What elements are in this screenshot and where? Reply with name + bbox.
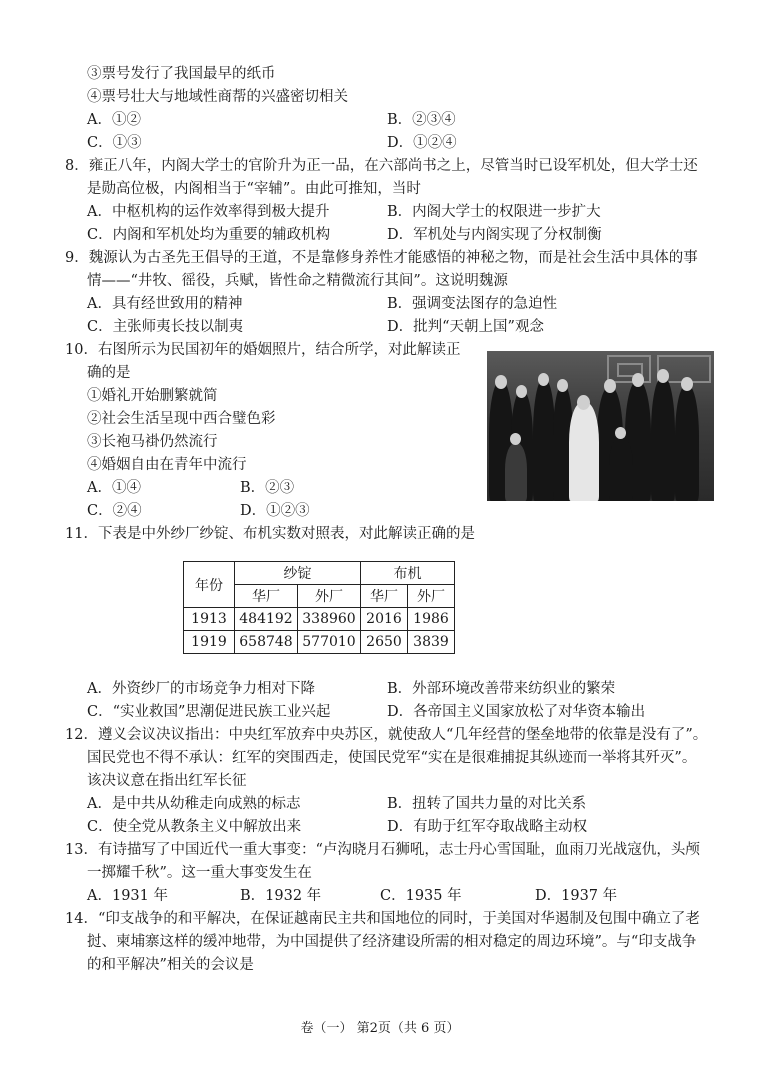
table-cell: 3839 [408, 631, 455, 654]
q13-choice-d: D．1937 年 [535, 888, 618, 904]
table-cell: 1919 [184, 631, 235, 654]
q7-choice-c: C．①③ [87, 135, 142, 151]
q7-choice-a: A．①② [87, 112, 141, 128]
table-cell: 1913 [184, 608, 235, 631]
q8-choice-b: B．内阁大学士的权限进一步扩大 [387, 204, 601, 220]
table-row [184, 608, 455, 631]
table-cell: 2016 [361, 608, 408, 631]
header-loom: 布机 [361, 562, 455, 585]
q10-stem-line1: 10．右图所示为民国初年的婚姻照片，结合所学，对此解读正 [65, 342, 461, 358]
page-footer: 卷（一） 第2页（共 6 页） [300, 1021, 460, 1036]
q13-choice-a: A．1931 年 [87, 888, 168, 904]
q13-choice-c: C．1935 年 [380, 888, 462, 904]
q11-choice-b: B．外部环境改善带来纺织业的繁荣 [387, 681, 616, 697]
q9-choice-c: C．主张师夷长技以制夷 [87, 319, 244, 335]
q11-choice-a: A．外资纱厂的市场竞争力相对下降 [87, 681, 315, 697]
table-row [184, 631, 455, 654]
q8-stem-line1: 8．雍正八年，内阁大学士的官阶升为正一品，在六部尚书之上，尽管当时已设军机处，但大学士还 [65, 158, 698, 174]
q7-choice-d: D．①②④ [387, 135, 457, 151]
q14-stem-line3: 的和平解决”相关的会议是 [87, 957, 254, 973]
q12-stem-line2: 国民党也不得不承认：红军的突围西走，使国民党军“实在是很难捕捉其纵迹而一举将其歼灭”。 [87, 750, 697, 766]
spindle-loom-table [183, 561, 455, 654]
q13-choice-b: B．1932 年 [240, 888, 322, 904]
table-cell: 658748 [235, 631, 298, 654]
table-cell: 2650 [361, 631, 408, 654]
table-cell: 577010 [298, 631, 361, 654]
q10-option-3: ③长袍马褂仍然流行 [87, 434, 218, 450]
wedding-photo [487, 351, 714, 501]
q12-choice-b: B．扭转了国共力量的对比关系 [387, 796, 587, 812]
header-chinese-mill: 华厂 [361, 585, 408, 608]
q9-choice-b: B．强调变法图存的急迫性 [387, 296, 558, 312]
header-foreign-mill: 外厂 [298, 585, 361, 608]
q12-stem-line3: 该决议意在指出红军长征 [87, 773, 247, 789]
q11-stem: 11．下表是中外纱厂纱锭、布机实数对照表，对此解读正确的是 [65, 526, 475, 542]
q13-stem-line2: 一掷耀千秋”。这一重大事变发生在 [87, 865, 312, 881]
q10-choice-a: A．①④ [87, 480, 141, 496]
header-foreign-mill: 外厂 [408, 585, 455, 608]
q13-stem-line1: 13．有诗描写了中国近代一重大事变：“卢沟晓月石狮吼，志士丹心雪国耻，血雨刀光战寇仇，头颅 [65, 842, 700, 858]
q10-option-2: ②社会生活呈现中西合璧色彩 [87, 411, 276, 427]
q6-option-4: ④票号壮大与地域性商帮的兴盛密切相关 [87, 89, 348, 105]
q14-stem-line2: 挝、柬埔寨这样的缓冲地带，为中国提供了经济建设所需的相对稳定的周边环境”。与“印支战争 [87, 934, 697, 950]
q10-choice-d: D．①②③ [240, 503, 310, 519]
q12-choice-c: C．使全党从教条主义中解放出来 [87, 819, 302, 835]
q8-choice-c: C．内阁和军机处均为重要的辅政机构 [87, 227, 331, 243]
q14-stem-line1: 14．“印支战争的和平解决，在保证越南民主共和国地位的同时，于美国对华遏制及包围中确立了老 [65, 911, 700, 927]
q10-option-1: ①婚礼开始删繁就简 [87, 388, 218, 404]
header-chinese-mill: 华厂 [235, 585, 298, 608]
q9-stem-line2: 情——“井牧、徭役，兵赋，皆性命之精微流行其间”。这说明魏源 [87, 273, 508, 289]
q9-choice-d: D．批判“天朝上国”观念 [387, 319, 544, 335]
q8-choice-d: D．军机处与内阁实现了分权制衡 [387, 227, 602, 243]
table-cell: 338960 [298, 608, 361, 631]
q9-choice-a: A．具有经世致用的精神 [87, 296, 243, 312]
q10-stem-line2: 确的是 [87, 365, 131, 381]
q12-stem-line1: 12．遵义会议决议指出：中央红军放弃中央苏区，就使敌人“几年经营的堡垒地带的依靠是没有了”。 [65, 727, 708, 743]
q7-choice-b: B．②③④ [387, 112, 456, 128]
q10-choice-b: B．②③ [240, 480, 295, 496]
q6-option-3: ③票号发行了我国最早的纸币 [87, 66, 276, 82]
q9-stem-line1: 9．魏源认为古圣先王倡导的王道，不是靠修身养性才能感悟的神秘之物，而是社会生活中具体的事 [65, 250, 698, 266]
table-cell: 1986 [408, 608, 455, 631]
q12-choice-d: D．有助于红军夺取战略主动权 [387, 819, 588, 835]
table-cell: 484192 [235, 608, 298, 631]
header-spindle: 纱锭 [235, 562, 361, 585]
q10-option-4: ④婚姻自由在青年中流行 [87, 457, 247, 473]
q8-stem-line2: 是勋高位极，内阁相当于“宰辅”。由此可推知，当时 [87, 181, 421, 197]
q11-choice-d: D．各帝国主义国家放松了对华资本输出 [387, 704, 646, 720]
q8-choice-a: A．中枢机构的运作效率得到极大提升 [87, 204, 330, 220]
header-year: 年份 [184, 562, 235, 608]
q12-choice-a: A．是中共从幼稚走向成熟的标志 [87, 796, 301, 812]
q11-choice-c: C．“实业救国”思潮促进民族工业兴起 [87, 704, 331, 720]
q10-choice-c: C．②④ [87, 503, 142, 519]
